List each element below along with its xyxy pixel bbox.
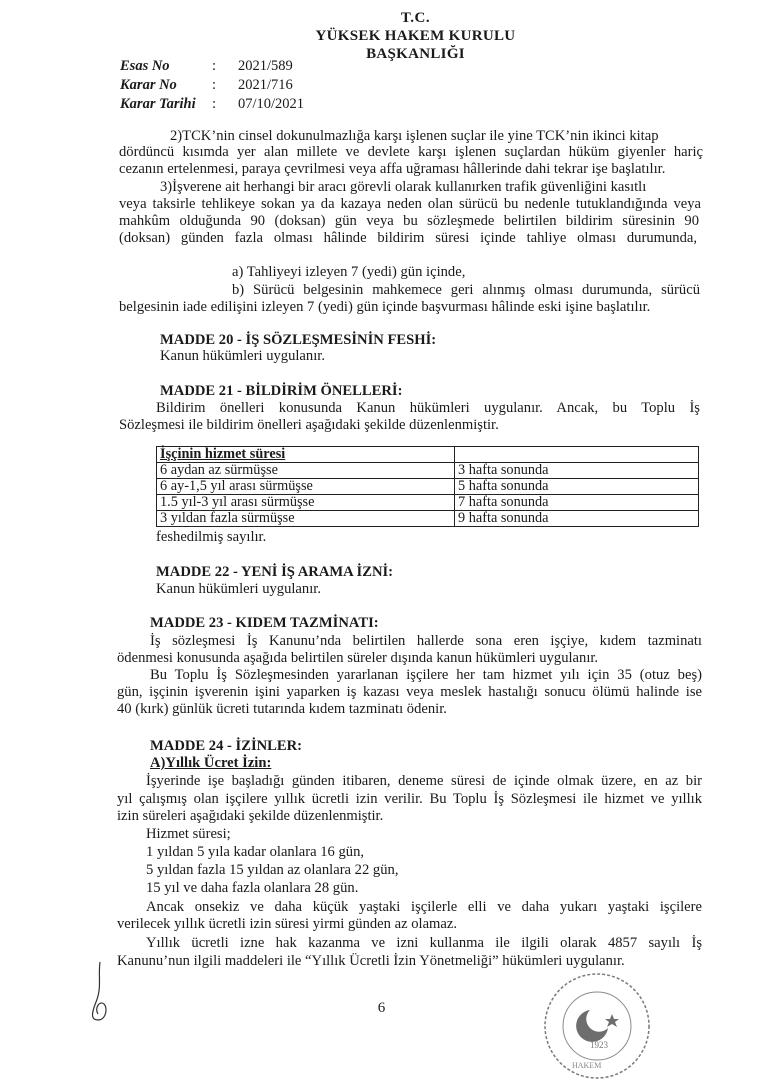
- table-header-row: [157, 447, 699, 463]
- text-line: 15 yıl ve daha fazla olanlara 28 gün.: [146, 880, 359, 896]
- text-line: (doksan) günden fazla olması hâlinde bildirim süresi içinde tahliye olması durumunda,: [119, 230, 697, 246]
- text-line: veya taksirle tehlikeye sokan ya da kazaya neden olan sürücü bu nedenle tutuklandığında veya: [119, 196, 701, 212]
- text-line: 1 yıldan 5 yıla kadar olanlara 16 gün,: [146, 844, 365, 860]
- text-line: 2)TCK’nin cinsel dokunulmazlığa karşı işlenen suçlar ile yine TCK’nin ikinci kitap: [170, 128, 659, 144]
- notice-period-table: [156, 446, 699, 527]
- text-line: Hizmet süresi;: [146, 826, 231, 842]
- text-line: verilecek yıllık ücretli izin süresi yirmi günden az olamaz.: [117, 916, 457, 932]
- text-line: Kanunu’nun ilgili maddeleri ile “Yıllık Ücretli İzin Yönetmeliği” hükümleri uygulanır.: [117, 953, 625, 969]
- header-department: BAŞKANLIĞI: [366, 46, 465, 62]
- table-cell: 1.5 yıl-3 yıl arası sürmüşse: [157, 495, 455, 511]
- meta-colon: :: [212, 58, 217, 74]
- text-line: ödenmesi konusunda aşağıda belirtilen süreler dışında kanun hükümleri uygulanır.: [117, 650, 599, 666]
- text-line: Kanun hükümleri uygulanır.: [156, 581, 321, 597]
- meta-row-karar: [120, 77, 304, 96]
- text-line: Yıllık ücretli izne hak kazanma ve izni kullanma ile ilgili olarak 4857 sayılı İş: [146, 935, 702, 951]
- page-number: 6: [377, 1000, 386, 1016]
- text-line: cezanın ertelenmesi, paraya çevrilmesi veya affa uğraması hâllerinde dahi tekrar işe başlatılır.: [119, 161, 666, 177]
- case-metadata: [120, 58, 304, 115]
- table-row: [157, 511, 699, 527]
- section-heading: MADDE 21 - BİLDİRİM ÖNELLERİ:: [160, 383, 403, 399]
- text-line: Sözleşmesi ile bildirim önelleri aşağıdaki şekilde düzenlenmiştir.: [119, 417, 499, 433]
- table-cell: 3 yıldan fazla sürmüşse: [157, 511, 455, 527]
- table-cell: 7 hafta sonunda: [455, 495, 699, 511]
- header-institution: YÜKSEK HAKEM KURULU: [315, 28, 516, 44]
- text-line: Bu Toplu İş Sözleşmesinden yararlanan işçilere her tam hizmet yılı için 35 (otuz beş): [150, 667, 702, 683]
- text-line: Bildirim önelleri konusunda Kanun hükümleri uygulanır. Ancak, bu Toplu İş: [156, 400, 700, 416]
- text-line: dördüncü kısımda yer alan millete ve devlete karşı işlenen suçlardan hüküm giyenler hariç: [119, 144, 703, 160]
- meta-row-tarih: [120, 96, 304, 115]
- meta-colon: :: [212, 77, 217, 93]
- text-line: 40 (kırk) günlük ücreti tutarında kıdem tazminatı ödenir.: [117, 701, 447, 717]
- table-cell: 5 hafta sonunda: [455, 479, 699, 495]
- meta-label: Karar Tarihi: [120, 96, 196, 112]
- text-line: İş sözleşmesi İş Kanunu’nda belirtilen hallerde sona eren işçiye, kıdem tazminatı: [150, 633, 702, 649]
- text-line: belgesinin iade edilişini izleyen 7 (yedi) gün içinde başvurması hâlinde eski işine başlatılır.: [119, 299, 651, 315]
- section-heading: MADDE 22 - YENİ İŞ ARAMA İZNİ:: [156, 564, 394, 580]
- text-line: a) Tahliyeyi izleyen 7 (yedi) gün içinde,: [232, 264, 466, 280]
- meta-colon: :: [212, 96, 217, 112]
- section-heading: MADDE 24 - İZİNLER:: [150, 738, 303, 754]
- header-tc: T.C.: [400, 10, 431, 26]
- text-line: 3)İşverene ait herhangi bir aracı görevli olarak kullanırken trafik güvenliğini kasıtlı: [160, 179, 647, 195]
- table-row: [157, 495, 699, 511]
- table-cell: 3 hafta sonunda: [455, 463, 699, 479]
- subsection-heading: A)Yıllık Ücret İzin:: [150, 755, 272, 771]
- text-line: İşyerinde işe başladığı günden itibaren, deneme süresi de içinde olmak üzere, en az bir: [146, 773, 702, 789]
- text-line: Ancak onsekiz ve daha küçük yaştaki işçilerle elli ve daha yukarı yaştaki işçilere: [146, 899, 702, 915]
- signature-mark: [86, 958, 126, 1028]
- table-row: [157, 479, 699, 495]
- section-heading: MADDE 20 - İŞ SÖZLEŞMESİNİN FESHİ:: [160, 332, 437, 348]
- table-cell: 9 hafta sonunda: [455, 511, 699, 527]
- table-header-cell-empty: [455, 447, 699, 463]
- meta-value: 2021/716: [238, 77, 293, 93]
- text-line: izin süreleri aşağıdaki şekilde düzenlenmiştir.: [117, 808, 384, 824]
- table-cell: 6 ay-1,5 yıl arası sürmüşse: [157, 479, 455, 495]
- meta-label: Esas No: [120, 58, 170, 74]
- text-line: b) Sürücü belgesinin mahkemece geri alınmış olması durumunda, sürücü: [232, 282, 700, 298]
- section-heading: MADDE 23 - KIDEM TAZMİNATI:: [150, 615, 379, 631]
- meta-row-esas: [120, 58, 304, 77]
- text-line: Kanun hükümleri uygulanır.: [160, 348, 325, 364]
- table-header-cell: İşçinin hizmet süresi: [157, 447, 455, 463]
- seal-text: HAKEM: [572, 1061, 602, 1070]
- meta-value: 07/10/2021: [238, 96, 305, 112]
- text-line: feshedilmiş sayılır.: [156, 529, 267, 545]
- table-cell: 6 aydan az sürmüşse: [157, 463, 455, 479]
- table-row: [157, 463, 699, 479]
- official-seal-icon: [532, 968, 662, 1080]
- seal-year: 1923: [590, 1040, 608, 1050]
- text-line: 5 yıldan fazla 15 yıldan az olanlara 22 gün,: [146, 862, 399, 878]
- text-line: yıl çalışmış olan işçilere yıllık ücretli izin verilir. Bu Toplu İş Sözleşmesi ile hizmet ve yıllık: [117, 791, 702, 807]
- meta-label: Karar No: [120, 77, 177, 93]
- text-line: mahkûm olduğunda 90 (doksan) gün veya bu sözleşmede belirtilen bildirim süresinin 90: [119, 213, 699, 229]
- meta-value: 2021/589: [238, 58, 293, 74]
- text-line: gün, işçinin işverenin işini yaparken iş kazası veya meslek hastalığı sonucu ölümü halinde ise: [117, 684, 702, 700]
